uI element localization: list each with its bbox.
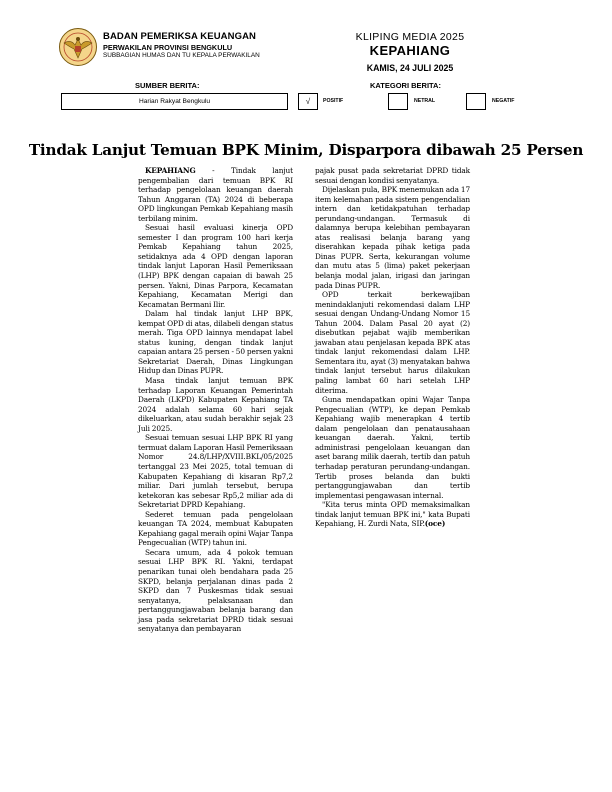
source-field: Harian Rakyat Bengkulu [61, 93, 288, 110]
paragraph: Sederet temuan pada pengelolaan keuangan TA 2024, membuat Kabupaten Kepahiang gagal meraih opini Wajar Tanpa Pengecualian (WTP) tahun ini. [138, 509, 293, 548]
paragraph: KEPAHIANG - Tindak lanjut pengembalian dari temuan BPK RI terhadap pengelolaan keuangan daerah Tahun Anggaran (TA) 2024 di beberapa OPD lingkungan Pemkab Kepahiang masih terbilang minim. [138, 166, 293, 223]
paragraph: Guna mendapatkan opini Wajar Tanpa Pengecualian (WTP), ke depan Pemkab Kepahiang wajib menerapkan 4 tertib dalam pengelolaan dan penatausahaan keuangan daerah. Yakni, tertib administrasi pengelolaan keuangan dan aset barang milik daerah, tertib dan patuh terhadap peraturan perundang-undangan. Tertib proses belanda dan bukti pertanggungjawaban dan tertib implementasi pengawasan internal. [315, 395, 470, 500]
category-label: KATEGORI BERITA: [370, 81, 441, 90]
negative-checkbox [466, 93, 486, 110]
org-name: BADAN PEMERIKSA KEUANGAN [103, 31, 256, 42]
source-label: SUMBER BERITA: [135, 81, 200, 90]
author-initials: (oce) [424, 519, 446, 529]
positive-label: POSITIF [323, 98, 344, 104]
article-headline: Tindak Lanjut Temuan BPK Minim, Disparpora dibawah 25 Persen [28, 141, 584, 159]
negative-label: NEGATIF [492, 98, 515, 104]
paragraph: pajak pusat pada sekretariat DPRD tidak sesuai dengan kondisi senyatanya. [315, 166, 470, 185]
article-column-right [315, 166, 470, 529]
neutral-label: NETRAL [414, 98, 436, 104]
paragraph: OPD terkait berkewajiban menindaklanjuti rekomendasi dalam LHP sesuai dengan Undang-Undang Nomor 15 Tahun 2004. Dalam Pasal 20 ayat (2) disebutkan pejabat wajib memberikan jawaban atau penjelasan kepada BPK atas tindak lanjut rekomendasi dalam LHP. Sementara itu, ayat (3) menyatakan bahwa tindak lanjut tersebut harus dilakukan paling lambat 60 hari setelah LHP diterima. [315, 290, 470, 395]
dateline: KEPAHIANG [145, 166, 196, 175]
bpk-garuda-logo [58, 27, 98, 67]
org-branch: PERWAKILAN PROVINSI BENGKULU [103, 43, 233, 52]
neutral-checkbox [388, 93, 408, 110]
paragraph: Masa tindak lanjut temuan BPK terhadap Laporan Keuangan Pemerintah Daerah (LKPD) Kabupaten Kepahiang TA 2024 adalah selama 60 hari sejak dikeluarkan, atau sudah berakhir sejak 23 Juli 2025. [138, 376, 293, 433]
publish-date: KAMIS, 24 JULI 2025 [366, 63, 454, 73]
paragraph: Sesuai temuan sesuai LHP BPK RI yang termuat dalam Laporan Hasil Pemeriksaan Nomor 24.8/LHP/XVIII.BKL/05/2025 tertanggal 23 Mei 2025, total temuan di Kabupaten Kepahiang di kisaran Rp7,2 miliar. Dari jumlah tersebut, berupa ketekoran kas sebesar Rp5,2 miliar ada di Sekretariat DPRD Kepahiang. [138, 433, 293, 510]
paragraph: Dalam hal tindak lanjut LHP BPK, kempat OPD di atas, dilabeli dengan status merah. Tiga OPD lainnya mendapat label status kuning, dengan tindak lanjut capaian antara 25 persen - 50 persen yakni Sekretariat Daerah, Dinas Lingkungan Hidup dan Dinas PUPR. [138, 309, 293, 376]
paragraph: Dijelaskan pula, BPK menemukan ada 17 item kelemahan pada sistem pengendalian intern dan ketidakpatuhan terhadap perundang-undangan. Termasuk di dalamnya berupa kelebihan pembayaran atas realisasi belanja barang yang diserahkan kepada pihak ketiga pada Dinas PUPR. Serta, kekurangan volume dan mutu atas 5 (lima) paket pekerjaan belanja modal jalan, irigasi dan jaringan pada Dinas PUPR. [315, 185, 470, 290]
article-column-left [138, 166, 293, 634]
paragraph: Secara umum, ada 4 pokok temuan sesuai LHP BPK RI. Yakni, terdapat penarikan tunai oleh bendahara pada 25 SKPD, belanja perjalanan dinas pada 2 SKPD dan 7 Puskesmas tidak sesuai senyatanya, pelaksanaan dan pertanggungjawaban belanja barang dan jasa pada sekretariat DPRD tidak sesuai senyatanya dan pembayaran [138, 547, 293, 634]
region-title: KEPAHIANG [369, 43, 451, 58]
paragraph: "Kita terus minta OPD memaksimalkan tindak lanjut temuan BPK ini," kata Bupati Kepahiang, H. Zurdi Nata, SIP.(oce) [315, 500, 470, 529]
paragraph: Sesuai hasil evaluasi kinerja OPD semester I dan program 100 hari kerja Pemkab Kepahiang tahun 2025, setidaknya ada 4 OPD dengan laporan tindak lanjut Laporan Hasil Pemeriksaan (LHP) BPK dengan capaian di bawah 25 persen. Yakni, Dinas Parpora, Kecamatan Kepahiang, Kecamatan Merigi dan Kecamatan Bermani Ilir. [138, 223, 293, 309]
positive-checkbox: √ [298, 93, 318, 110]
kliping-title: KLIPING MEDIA 2025 [355, 31, 465, 43]
org-unit: SUBBAGIAN HUMAS DAN TU KEPALA PERWAKILAN [103, 52, 260, 59]
